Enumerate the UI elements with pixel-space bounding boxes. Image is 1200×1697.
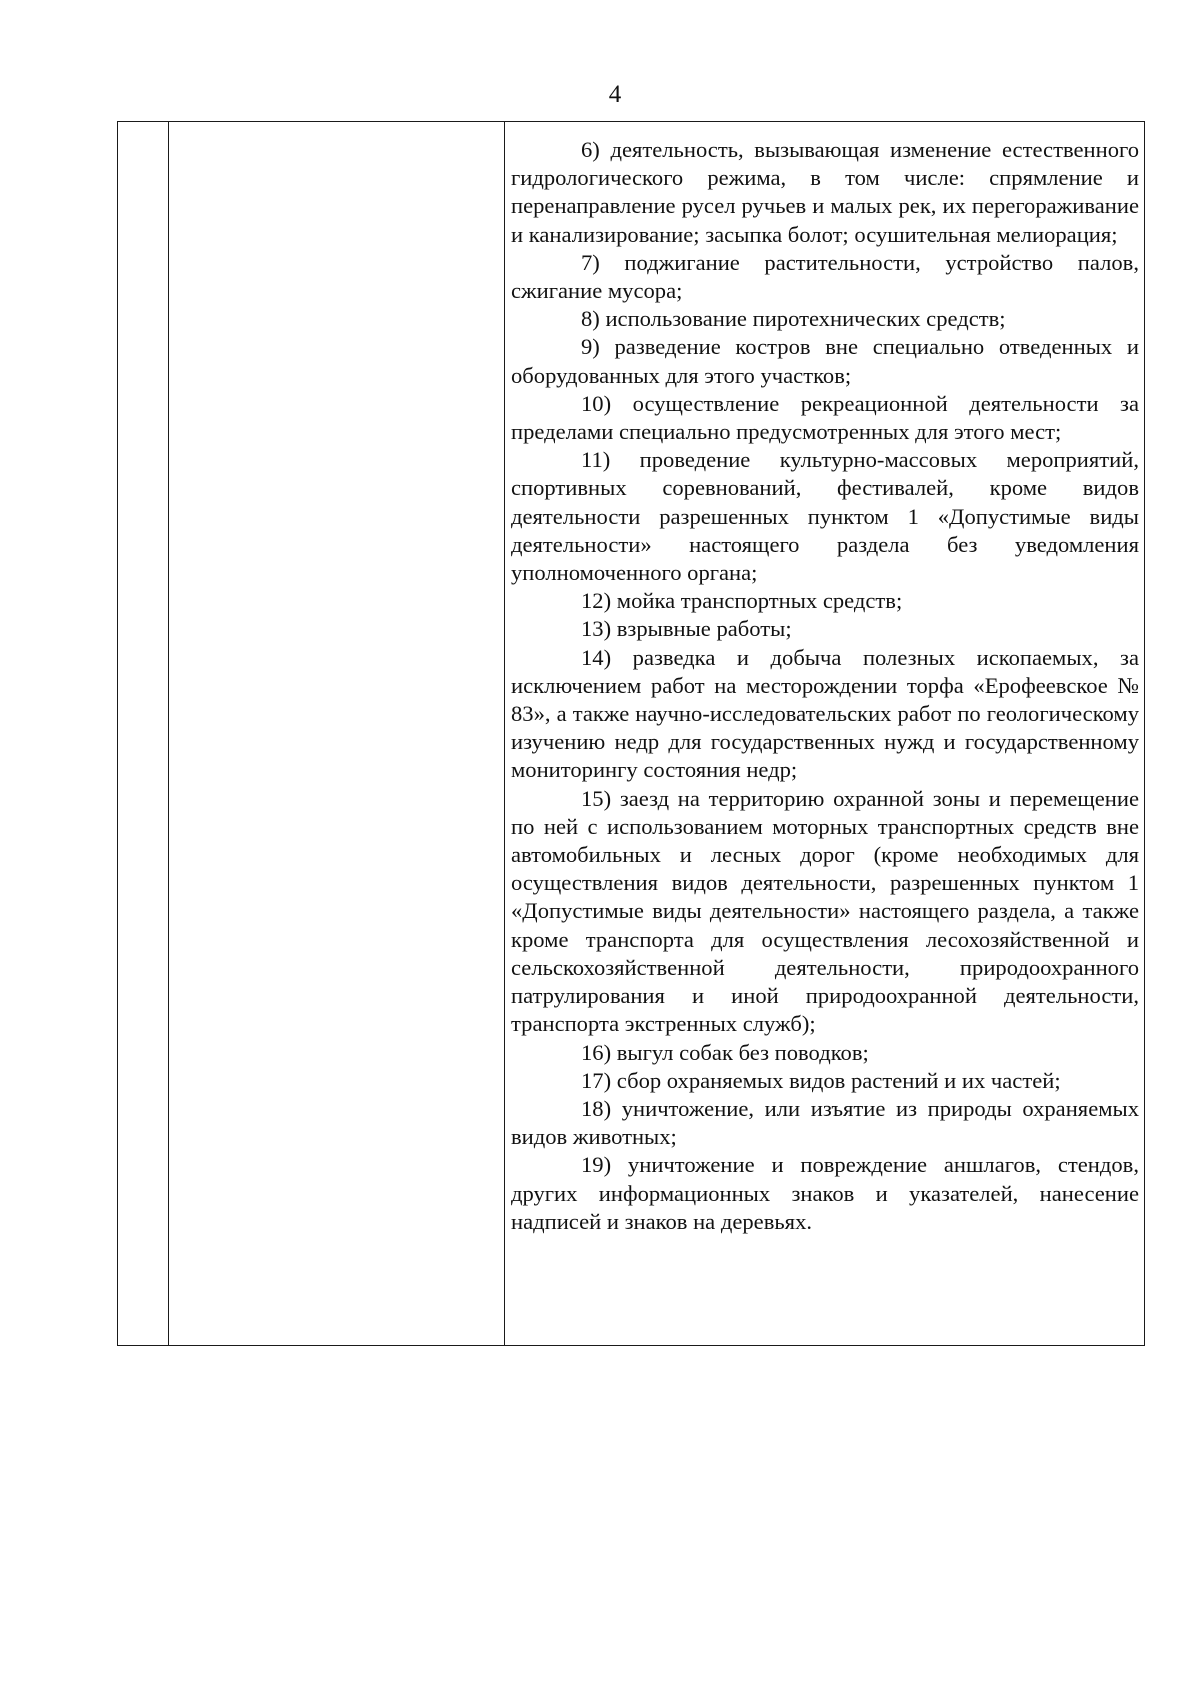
list-item: 15) заезд на территорию охранной зоны и перемещение по ней с использованием моторных транспортных средств вне автомобильных и лесных дорог (кроме необходимых для осуществления видов деятельности, разрешенных пунктом 1 «Допустимые виды деятельности» настоящего раздела, а также кроме транспорта для осуществления лесохозяйственной и сельскохозяйственной деятельности, природоохранного патрулирования и иной природоохранной деятельности, транспорта экстренных служб); bbox=[511, 785, 1139, 1037]
column-divider-1 bbox=[168, 122, 169, 1345]
column-divider-2 bbox=[504, 122, 505, 1345]
list-item: 17) сбор охраняемых видов растений и их частей; bbox=[581, 1067, 1061, 1093]
regulations-table bbox=[117, 121, 1145, 1346]
list-item: 11) проведение культурно-массовых мероприятий, спортивных соревнований, фестивалей, кроме видов деятельности разрешенных пунктом 1 «Допустимые виды деятельности» настоящего раздела без уведомления уполномоченного органа; bbox=[511, 447, 1139, 586]
prohibited-activities-cell bbox=[511, 136, 1139, 1236]
list-item: 18) уничтожение, или изъятие из природы охраняемых видов животных; bbox=[511, 1095, 1139, 1150]
list-item: 9) разведение костров вне специально отведенных и оборудованных для этого участков; bbox=[511, 334, 1139, 388]
list-item: 14) разведка и добыча полезных ископаемых, за исключением работ на месторождении торфа «Ерофеевское № 83», а также научно-исследовательских работ по геологическому изучению недр для государственных нужд и государственному мониторингу состояния недр; bbox=[511, 644, 1139, 783]
list-item: 10) осуществление рекреационной деятельности за пределами специально предусмотренных для этого мест; bbox=[511, 390, 1139, 445]
list-item: 7) поджигание растительности, устройство палов, сжигание мусора; bbox=[511, 249, 1139, 304]
list-item: 13) взрывные работы; bbox=[581, 616, 792, 642]
list-item: 19) уничтожение и повреждение аншлагов, стендов, других информационных знаков и указателей, нанесение надписей и знаков на деревьях. bbox=[511, 1152, 1139, 1234]
page-number: 4 bbox=[608, 81, 622, 108]
list-item: 8) использование пиротехнических средств; bbox=[581, 306, 1006, 332]
list-item: 12) мойка транспортных средств; bbox=[581, 588, 903, 614]
list-item: 6) деятельность, вызывающая изменение естественного гидрологического режима, в том числе: спрямление и перенаправление русел ручьев и малых рек, их перегораживание и канализирование; засыпка болот; осушительная мелиорация; bbox=[511, 137, 1139, 247]
list-item: 16) выгул собак без поводков; bbox=[581, 1039, 869, 1065]
